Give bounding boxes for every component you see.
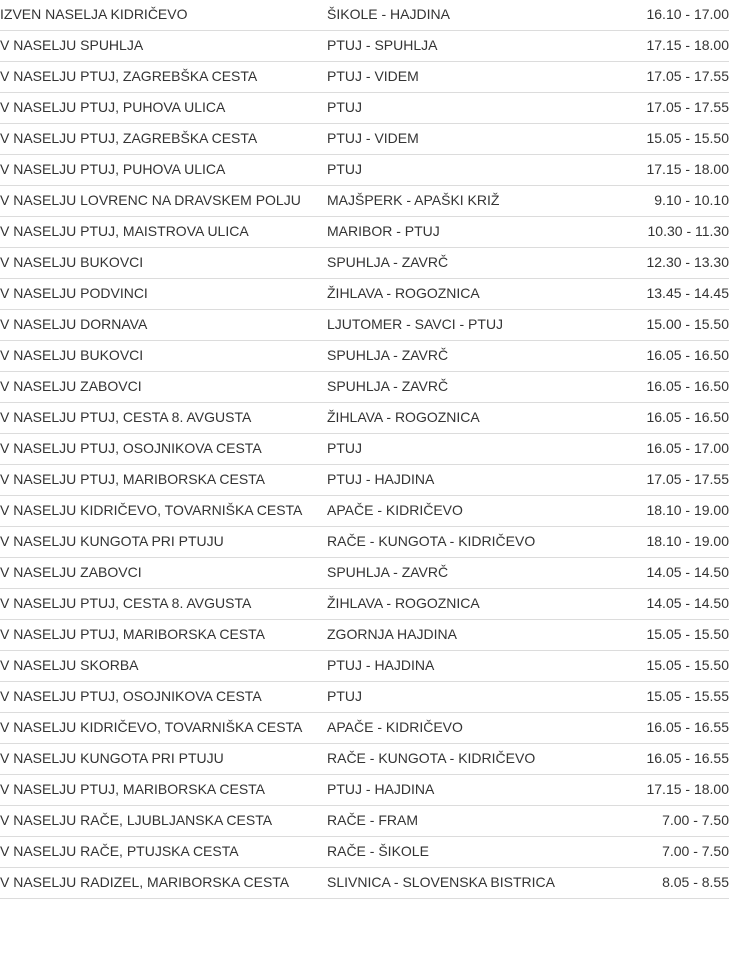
- table-row: [0, 465, 729, 496]
- time-cell: 9.10 - 10.10: [572, 186, 729, 217]
- table-row: [0, 155, 729, 186]
- location-cell: V NASELJU KUNGOTA PRI PTUJU: [0, 527, 327, 558]
- time-cell: 14.05 - 14.50: [572, 558, 729, 589]
- location-cell: V NASELJU RADIZEL, MARIBORSKA CESTA: [0, 868, 327, 899]
- location-cell: V NASELJU PTUJ, CESTA 8. AVGUSTA: [0, 589, 327, 620]
- route-cell: RAČE - ŠIKOLE: [327, 837, 572, 868]
- table-row: [0, 651, 729, 682]
- location-cell: V NASELJU PTUJ, MARIBORSKA CESTA: [0, 465, 327, 496]
- route-cell: SLIVNICA - SLOVENSKA BISTRICA: [327, 868, 572, 899]
- location-cell: IZVEN NASELJA KIDRIČEVO: [0, 0, 327, 31]
- location-cell: V NASELJU PODVINCI: [0, 279, 327, 310]
- location-cell: V NASELJU PTUJ, CESTA 8. AVGUSTA: [0, 403, 327, 434]
- route-cell: MARIBOR - PTUJ: [327, 217, 572, 248]
- table-row: [0, 806, 729, 837]
- time-cell: 15.00 - 15.50: [572, 310, 729, 341]
- time-cell: 14.05 - 14.50: [572, 589, 729, 620]
- route-cell: PTUJ: [327, 434, 572, 465]
- table-row: [0, 558, 729, 589]
- location-cell: V NASELJU KUNGOTA PRI PTUJU: [0, 744, 327, 775]
- table-row: [0, 496, 729, 527]
- route-cell: PTUJ: [327, 155, 572, 186]
- location-cell: V NASELJU PTUJ, ZAGREBŠKA CESTA: [0, 62, 327, 93]
- time-cell: 17.15 - 18.00: [572, 31, 729, 62]
- location-cell: V NASELJU BUKOVCI: [0, 341, 327, 372]
- location-cell: V NASELJU SPUHLJA: [0, 31, 327, 62]
- route-cell: SPUHLJA - ZAVRČ: [327, 248, 572, 279]
- route-cell: PTUJ - HAJDINA: [327, 775, 572, 806]
- time-cell: 17.15 - 18.00: [572, 775, 729, 806]
- time-cell: 16.05 - 16.50: [572, 403, 729, 434]
- location-cell: V NASELJU PTUJ, PUHOVA ULICA: [0, 93, 327, 124]
- table-row: [0, 31, 729, 62]
- route-cell: PTUJ: [327, 93, 572, 124]
- time-cell: 15.05 - 15.55: [572, 682, 729, 713]
- table-row: [0, 62, 729, 93]
- route-cell: SPUHLJA - ZAVRČ: [327, 558, 572, 589]
- time-cell: 12.30 - 13.30: [572, 248, 729, 279]
- route-cell: PTUJ: [327, 682, 572, 713]
- time-cell: 7.00 - 7.50: [572, 837, 729, 868]
- location-cell: V NASELJU KIDRIČEVO, TOVARNIŠKA CESTA: [0, 496, 327, 527]
- time-cell: 15.05 - 15.50: [572, 620, 729, 651]
- table-row: [0, 124, 729, 155]
- location-cell: V NASELJU PTUJ, ZAGREBŠKA CESTA: [0, 124, 327, 155]
- time-cell: 16.05 - 16.55: [572, 713, 729, 744]
- route-cell: APAČE - KIDRIČEVO: [327, 713, 572, 744]
- table-row: [0, 713, 729, 744]
- time-cell: 16.05 - 16.50: [572, 341, 729, 372]
- table-row: [0, 279, 729, 310]
- time-cell: 8.05 - 8.55: [572, 868, 729, 899]
- time-cell: 16.05 - 16.55: [572, 744, 729, 775]
- table-row: [0, 341, 729, 372]
- route-cell: SPUHLJA - ZAVRČ: [327, 372, 572, 403]
- table-row: [0, 527, 729, 558]
- table-row: [0, 682, 729, 713]
- route-cell: ZGORNJA HAJDINA: [327, 620, 572, 651]
- location-cell: V NASELJU LOVRENC NA DRAVSKEM POLJU: [0, 186, 327, 217]
- route-cell: RAČE - FRAM: [327, 806, 572, 837]
- time-cell: 18.10 - 19.00: [572, 527, 729, 558]
- time-cell: 16.10 - 17.00: [572, 0, 729, 31]
- table-row: [0, 620, 729, 651]
- route-cell: LJUTOMER - SAVCI - PTUJ: [327, 310, 572, 341]
- route-cell: RAČE - KUNGOTA - KIDRIČEVO: [327, 744, 572, 775]
- route-cell: SPUHLJA - ZAVRČ: [327, 341, 572, 372]
- location-cell: V NASELJU ZABOVCI: [0, 372, 327, 403]
- time-cell: 16.05 - 16.50: [572, 372, 729, 403]
- time-cell: 18.10 - 19.00: [572, 496, 729, 527]
- time-cell: 10.30 - 11.30: [572, 217, 729, 248]
- table-row: [0, 744, 729, 775]
- location-cell: V NASELJU RAČE, LJUBLJANSKA CESTA: [0, 806, 327, 837]
- time-cell: 15.05 - 15.50: [572, 651, 729, 682]
- location-cell: V NASELJU PTUJ, MARIBORSKA CESTA: [0, 775, 327, 806]
- table-row: [0, 837, 729, 868]
- table-row: [0, 93, 729, 124]
- location-cell: V NASELJU RAČE, PTUJSKA CESTA: [0, 837, 327, 868]
- location-cell: V NASELJU PTUJ, PUHOVA ULICA: [0, 155, 327, 186]
- table-row: [0, 186, 729, 217]
- table-row: [0, 775, 729, 806]
- route-cell: ŠIKOLE - HAJDINA: [327, 0, 572, 31]
- location-cell: V NASELJU BUKOVCI: [0, 248, 327, 279]
- location-cell: V NASELJU KIDRIČEVO, TOVARNIŠKA CESTA: [0, 713, 327, 744]
- route-cell: ŽIHLAVA - ROGOZNICA: [327, 403, 572, 434]
- location-cell: V NASELJU SKORBA: [0, 651, 327, 682]
- table-row: [0, 248, 729, 279]
- route-cell: PTUJ - HAJDINA: [327, 465, 572, 496]
- route-cell: PTUJ - VIDEM: [327, 62, 572, 93]
- table-row: [0, 589, 729, 620]
- table-row: [0, 217, 729, 248]
- location-cell: V NASELJU PTUJ, MARIBORSKA CESTA: [0, 620, 327, 651]
- location-cell: V NASELJU ZABOVCI: [0, 558, 327, 589]
- time-cell: 17.05 - 17.55: [572, 93, 729, 124]
- time-cell: 15.05 - 15.50: [572, 124, 729, 155]
- time-cell: 16.05 - 17.00: [572, 434, 729, 465]
- route-cell: PTUJ - VIDEM: [327, 124, 572, 155]
- table-row: [0, 372, 729, 403]
- location-cell: V NASELJU PTUJ, OSOJNIKOVA CESTA: [0, 434, 327, 465]
- table-row: [0, 434, 729, 465]
- route-cell: APAČE - KIDRIČEVO: [327, 496, 572, 527]
- table-row: [0, 403, 729, 434]
- table-row: [0, 310, 729, 341]
- location-cell: V NASELJU DORNAVA: [0, 310, 327, 341]
- time-cell: 7.00 - 7.50: [572, 806, 729, 837]
- time-cell: 13.45 - 14.45: [572, 279, 729, 310]
- time-cell: 17.15 - 18.00: [572, 155, 729, 186]
- route-cell: MAJŠPERK - APAŠKI KRIŽ: [327, 186, 572, 217]
- route-cell: PTUJ - HAJDINA: [327, 651, 572, 682]
- route-cell: PTUJ - SPUHLJA: [327, 31, 572, 62]
- table-row: [0, 868, 729, 899]
- table-row: [0, 0, 729, 31]
- location-cell: V NASELJU PTUJ, OSOJNIKOVA CESTA: [0, 682, 327, 713]
- route-cell: ŽIHLAVA - ROGOZNICA: [327, 279, 572, 310]
- time-cell: 17.05 - 17.55: [572, 62, 729, 93]
- time-cell: 17.05 - 17.55: [572, 465, 729, 496]
- route-cell: ŽIHLAVA - ROGOZNICA: [327, 589, 572, 620]
- location-cell: V NASELJU PTUJ, MAISTROVA ULICA: [0, 217, 327, 248]
- route-cell: RAČE - KUNGOTA - KIDRIČEVO: [327, 527, 572, 558]
